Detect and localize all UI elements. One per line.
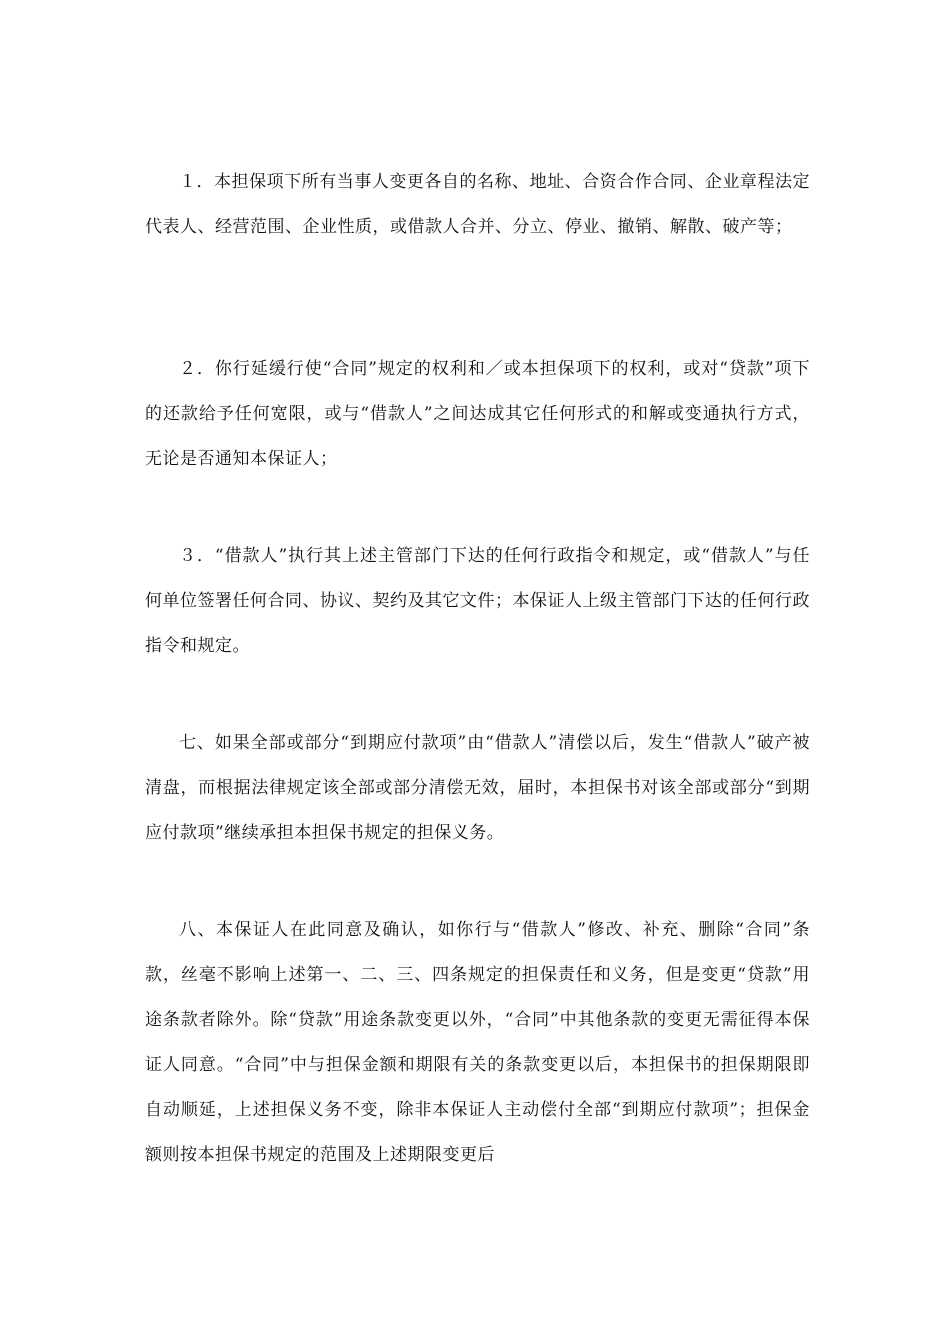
article-7-paragraph: 七、如果全部或部分“到期应付款项”由“借款人”清偿以后，发生“借款人”破产被清盘，而根据法律规定该全部或部分清偿无效，届时，本担保书对该全部或部分“到期应付款项”继续承担本担保书规定的担保义务。 (145, 733, 810, 843)
article-8-paragraph: 八、本保证人在此同意及确认，如你行与“借款人”修改、补充、删除“合同”条款，丝毫不影响上述第一、二、三、四条规定的担保责任和义务，但是变更“贷款”用途条款者除外。除“贷款”用途条款变更以外，“合同”中其他条款的变更无需征得本保证人同意。“合同”中与担保金额和期限有关的条款变更以后，本担保书的担保期限即自动顺延，上述担保义务不变，除非本保证人主动偿付全部“到期应付款项”；担保金额则按本担保书规定的范围及上述期限变更后 (145, 920, 810, 1165)
clause-2-paragraph: ２．你行延缓行使“合同”规定的权利和／或本担保项下的权利，或对“贷款”项下的还款给予任何宽限，或与“借款人”之间达成其它任何形式的和解或变通执行方式，无论是否通知本保证人； (145, 359, 810, 469)
clause-3-paragraph: ３．“借款人”执行其上述主管部门下达的任何行政指令和规定，或“借款人”与任何单位签署任何合同、协议、契约及其它文件；本保证人上级主管部门下达的任何行政指令和规定。 (145, 546, 810, 656)
clause-1-paragraph: １．本担保项下所有当事人变更各自的名称、地址、合资合作合同、企业章程法定代表人、经营范围、企业性质，或借款人合并、分立、停业、撤销、解散、破产等； (145, 172, 810, 237)
